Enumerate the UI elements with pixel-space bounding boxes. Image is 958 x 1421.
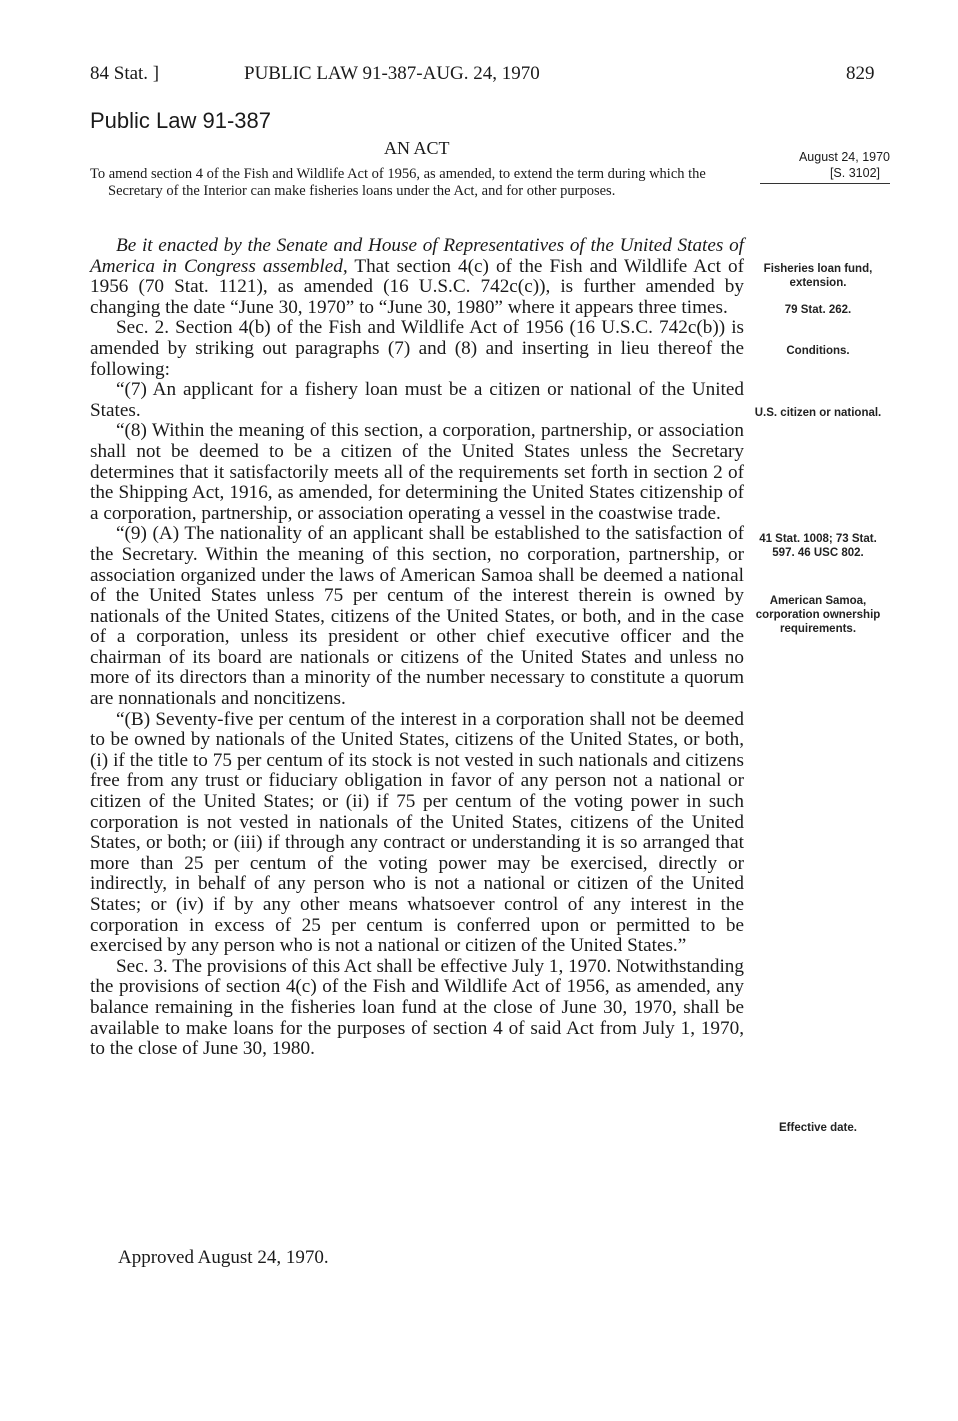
margin-note-effective: Effective date.: [779, 1122, 857, 1134]
approval-date: Approved August 24, 1970.: [118, 1247, 329, 1268]
date-rule: [760, 183, 890, 184]
act-body: [90, 236, 744, 1060]
enacting-clause: Be it enacted by the Senate and House of Representatives of the United States of America in Congress assembled,: [90, 235, 744, 277]
paragraph-8: “(8) Within the meaning of this section, a corporation, partnership, or association shall not be deemed to be a citizen of the United States unless the Secretary determines that it satisfactorily meets all of the requirements set forth in section 2 of the Shipping Act, 1916, as amended, for determining the United States citizenship of a corporation, partnership, or association operating a vessel in the coastwise trade.: [90, 420, 744, 524]
running-header-title: PUBLIC LAW 91-387-AUG. 24, 1970: [244, 63, 540, 84]
act-heading: AN ACT: [384, 138, 450, 158]
act-short-title: To amend section 4 of the Fish and Wildlife Act of 1956, as amended, to extend the term during which the Secretary of the Interior can make fisheries loans under the Act, and for other purposes.: [90, 166, 706, 199]
margin-note-fisheries: Fisheries loan fund, extension.: [763, 263, 873, 289]
paragraph-9a: “(9) (A) The nationality of an applicant shall be established to the satisfaction of the Secretary. Within the meaning of this section, no corporation, partnership, or association organized under the laws of American Samoa shall be deemed a national of the United States unless 75 per centum of the interest therein is owned by nationals of the United States, citizens of the United States, or both, and in the case of a corporation, unless its president or other chief executive officer and the chairman of its board are nationals or citizens of the United States and unless no more of its directors than a minority of the number necessary to constitute a quorum are nonnationals and noncitizens.: [90, 523, 744, 710]
margin-note-41-stat: 41 Stat. 1008; 73 Stat. 597. 46 USC 802.: [759, 533, 877, 559]
section-1: [90, 236, 744, 318]
margin-note-samoa: American Samoa, corporation ownership requirements.: [755, 595, 881, 635]
paragraph-9b: “(B) Seventy-five per centum of the interest in a corporation shall not be deemed to be owned by nationals of the United States, citizens of the United States, or both, (i) if the title to 75 per centum of its stock is not vested in such nationals and citizens free from any trust or fiduciary obligation in favor of any person not a national or citizen of the United States; or (ii) if 75 per centum of the voting power in such corporation is not vested in nationals of the United States, citizens of the United States, or both; or (iii) if through any contract or understanding it is so arranged that more than 25 per centum of the voting power may be exercised, directly or indirectly, in behalf of any person who is not a national or citizen of the United States; or (iv) if by any other means whatsoever control of any interest in the corporation in excess of 25 per centum is conferred upon or permitted to be exercised by any person who is not a national or citizen of the United States.”: [90, 708, 744, 957]
public-law-label: Public Law 91-387: [90, 108, 272, 133]
enactment-date: August 24, 1970: [798, 150, 890, 164]
section-2: Sec. 2. Section 4(b) of the Fish and Wildlife Act of 1956 (16 U.S.C. 742c(b)) is amended by striking out paragraphs (7) and (8) and inserting in lieu thereof the following:: [90, 317, 744, 380]
date-block: [752, 149, 890, 181]
margin-note-79-stat: 79 Stat. 262.: [784, 304, 852, 316]
paragraph-7: “(7) An applicant for a fishery loan must be a citizen or national of the United States.: [90, 379, 744, 421]
section-3: Sec. 3. The provisions of this Act shall be effective July 1, 1970. Notwithstanding the provisions of section 4(c) of the Fish and Wildlife Act of 1956, as amended, any balance remaining in the fisheries loan fund at the close of June 30, 1970, shall be available to make loans for the purposes of section 4 of said Act from July 1, 1970, to the close of June 30, 1980.: [90, 955, 744, 1060]
margin-note-citizen: U.S. citizen or national.: [754, 407, 882, 419]
page-number: 829: [846, 63, 875, 84]
statute-volume: 84 Stat. ]: [90, 63, 160, 84]
margin-note-conditions: Conditions.: [786, 345, 850, 357]
bill-number: [S. 3102]: [829, 166, 880, 180]
section-1-text: That section 4(c) of the Fish and Wildlife Act of 1956 (70 Stat. 1121), as amended (16 U.S.C. 742c(c)), is further amended by changing the date “June 30, 1970” to “June 30, 1980” where it appears three times.: [90, 255, 744, 318]
